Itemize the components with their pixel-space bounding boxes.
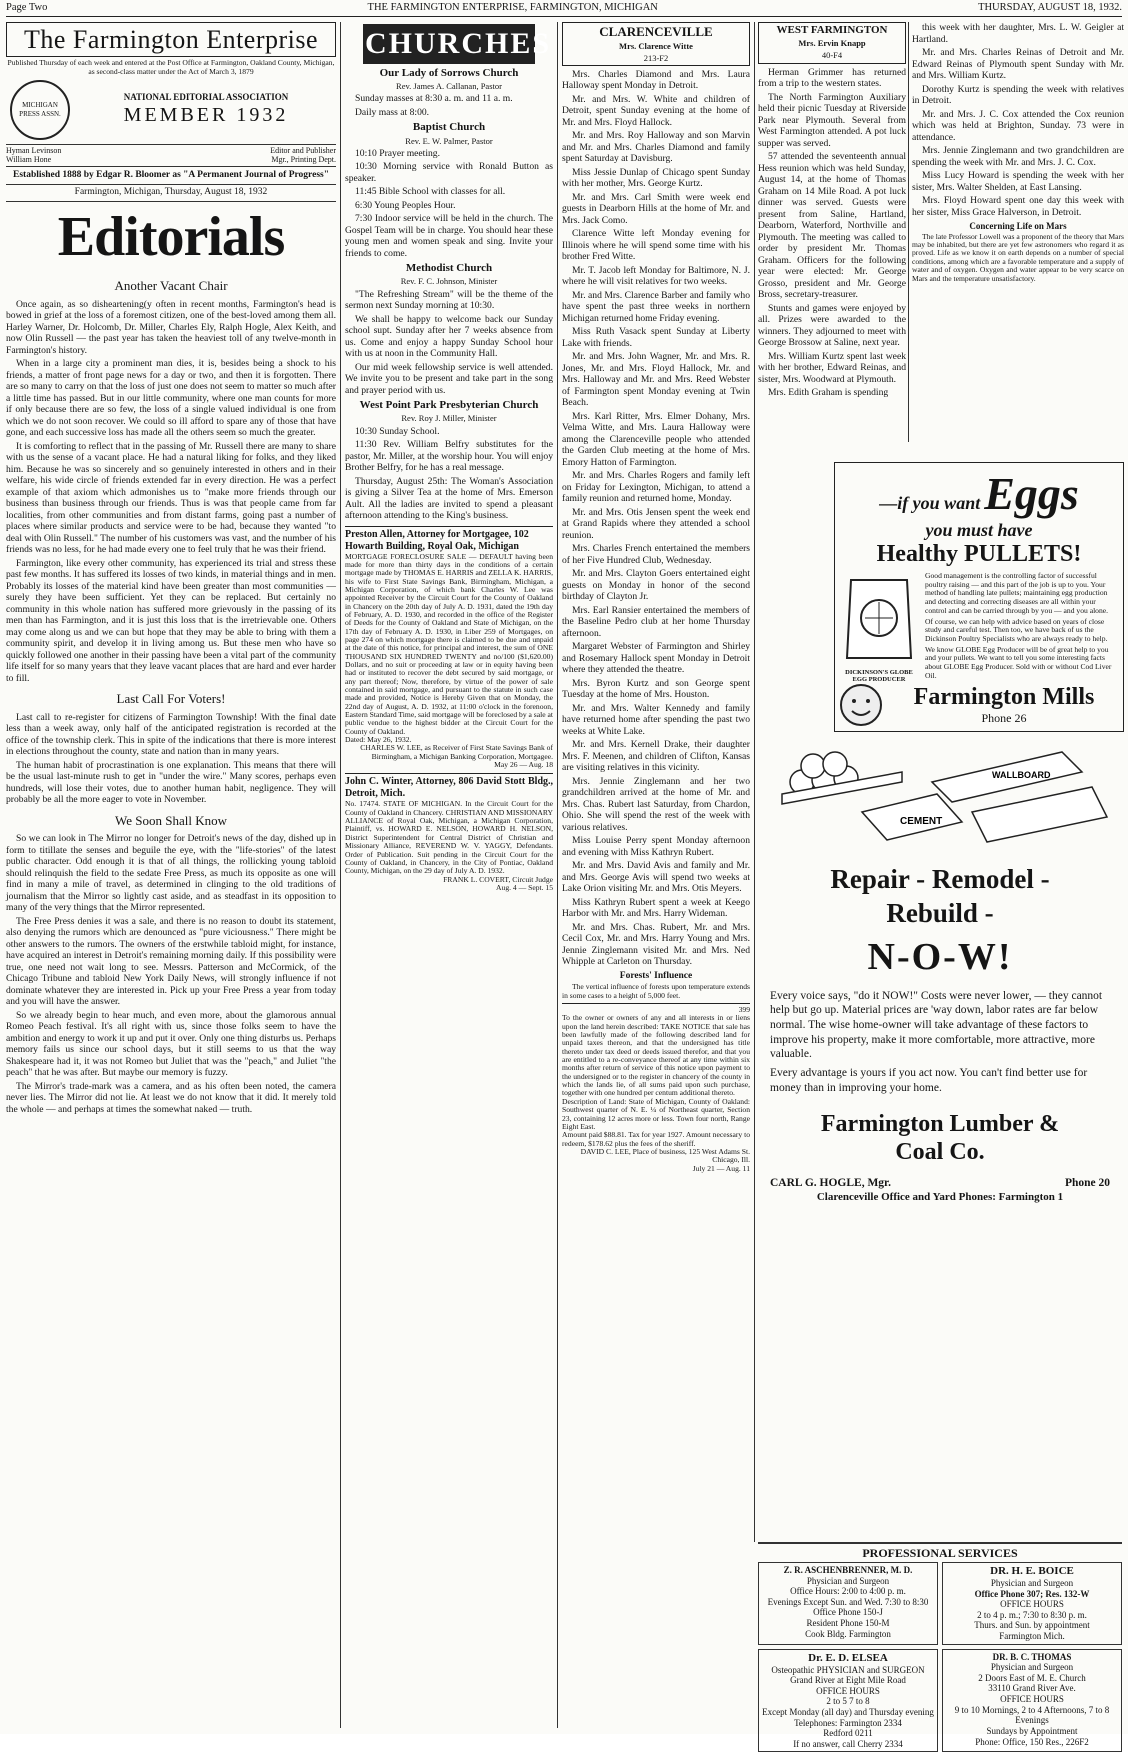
- manager-name: William Hone: [6, 155, 52, 165]
- divider: [345, 526, 553, 527]
- editorial-para: It is comforting to reflect that in the passing of Mr. Russell there are many to share with us the sense of a vacant place. He had a natural liking for folks, and they liked him. Because he was so sincerely and so genuinely interested in others and in their welfare, his wide circle of friends extended far in every direction. He was a perfect example of that axiom which admonishes us to "make more friends through our business than business through our friends. Thus is was that people came from far localities, from other communities and from distant farms, going past a number of places where similar products and service were to be had, because they wanted "to deal with Olin Russell." The number of his customers was vast, and the number of his friends was no less, for he had made every one to feel truly that he was their friend.: [6, 440, 336, 556]
- churches-column: [345, 22, 553, 1728]
- lumber-phone: Phone 20: [1064, 1177, 1110, 1190]
- building-materials-illustration: [762, 742, 1118, 852]
- doctor-name: Dr. E. D. ELSEA: [808, 1651, 888, 1664]
- card-line: Cook Bldg. Farmington: [805, 1628, 891, 1639]
- lumber-advertisement: [762, 742, 1118, 1522]
- tax-notice-signed: DAVID C. LEE, Place of business, 125 West Adams St. Chicago, Ill.: [580, 1146, 750, 1165]
- editorial-para: When in a large city a prominent man dies, it is, besides being a shock to his friends, a matter of front page news for a day or two, and then it is forgotten. There are so many to carry on that the loss of just one does not seem to matter so much after a little time has passed. But in our little community, where one man counts for more if only because there are so few, the loss of a single valued individual is one from which we do not soon recover. We could so ill afford to spare any of those that have gone, and each successive loss has made all the others seem so much the greater.: [6, 358, 336, 439]
- news-item: Mrs. Charles French entertained the members of her Five Hundred Club, Wednesday.: [562, 543, 750, 566]
- news-item: Miss Jessie Dunlap of Chicago spent Sunday with her mother, Mrs. George Kurtz.: [562, 166, 750, 190]
- clarenceville-phone: 213-F2: [643, 52, 669, 63]
- card-line: Redford 0211: [823, 1728, 873, 1739]
- mars-head: Concerning Life on Mars: [969, 221, 1067, 231]
- news-item: Mrs. Byron Kurtz and son George spent Tuesday at the home of Mrs. Houston.: [562, 677, 750, 701]
- card-line: Phone: Office, 150 Res., 226F2: [975, 1736, 1089, 1747]
- forests-text: The vertical influence of forests upon temperature extends in some cases to a height of 5,000 feet.: [562, 982, 750, 1000]
- news-item: Mr. and Mrs. Otis Jensen spent the week end at Grand Rapids where they attended a school reunion.: [562, 506, 750, 541]
- editorial-para: So we already begin to hear much, and even more, about the glamorous annual Romeo Peach festival. It's all right with us, since those folks seem to have the ambition and energy to work it up and put it over. Only one thing disturbs us. Perhaps memory fails us since our school days, but it still seems to us that the way Shakespeare had it, it was not Romeo but Juliet that was the "peach," and Juliet "the peach" that he was after. But maybe our memory is fuzzy.: [6, 1009, 336, 1079]
- news-item: Miss Kathryn Rubert spent a week at Keego Harbor with Mr. and Mrs. Harry Wideman.: [562, 896, 750, 920]
- church-pastor: Rev. F. C. Johnson, Minister: [400, 276, 498, 287]
- editorial-column: [6, 22, 336, 1728]
- divider: [562, 1003, 750, 1004]
- editorial-para: The Mirror's trade-mark was a camera, and as his often been noted, the camera never lies. The Mirror did not lie. At least we do not know that it did. It merely told the whole — and perhaps at times the somewhat naked — truth.: [6, 1080, 336, 1115]
- west-farmington-header: [758, 22, 906, 64]
- card-line: 33110 Grand River Ave.: [988, 1683, 1076, 1694]
- man-portrait-icon: [839, 683, 883, 727]
- eggs-ad-line1: —if you want: [879, 493, 981, 513]
- news-item: Mrs. Edith Graham is spending: [768, 387, 889, 399]
- church-pastor: Rev. E. W. Palmer, Pastor: [405, 135, 493, 146]
- card-line: Except Monday (all day) and Thursday evening: [762, 1707, 934, 1718]
- eggs-ad-body2: Of course, we can help with advice based on years of close study and careful test. Then too, we have back of us the Dickinson Poultry Specialists who are always ready to help.: [925, 616, 1108, 644]
- news-item: Herman Grimmer has returned from a trip to the western states.: [758, 66, 906, 90]
- card-line: Thurs. and Sun. by appointment: [974, 1620, 1090, 1631]
- wallboard-label: WALLBOARD: [992, 770, 1051, 780]
- editorial-head-1: Another Vacant Chair: [114, 278, 228, 294]
- card-line: Office Phone 150-J: [813, 1607, 883, 1618]
- news-item: The North Farmington Auxiliary held their picnic Tuesday at Riverside Park near Plymouth. Several from West Farmington attended. A pot luck supper was served.: [758, 91, 906, 149]
- news-item: Miss Ruth Vasack spent Sunday at Liberty Lake with friends.: [562, 326, 750, 349]
- mars-text: The late Professor Lowell was a proponent of the theory that Mars may be inhabited, but there are yet few astronomers who regard it as proved. Life as we know it on earth depends on a number of special conditions, among which are a favorable temperature and a supply of water and of oxygen. Oxygen and water appear to be very scarce on Mars and the temperature unsatisfactory.: [912, 231, 1124, 283]
- column-rule: [340, 22, 341, 1728]
- member-year: MEMBER 1932: [123, 104, 289, 127]
- tax-notice-amount: Amount paid $88.81. Tax for year 1927. Amount necessary to redeem, $178.62 plus the fees of the sheriff.: [562, 1130, 750, 1148]
- church-line: 11:45 Bible School with classes for all.: [355, 186, 506, 198]
- legal-notice-footer: Aug. 4 — Sept. 15: [496, 882, 553, 892]
- legal-notice-signed: CHARLES W. LEE, as Receiver of First State Savings Bank of Birmingham, a Michigan Banking Corporation, Mortgagee.: [360, 743, 553, 761]
- news-item: this week with her daughter, Mrs. L. W. Geigler at Hartland.: [912, 22, 1124, 45]
- column-rule: [754, 22, 755, 1542]
- legal-notice-head: Preston Allen, Attorney for Mortgagee, 102 Howarth Building, Royal Oak, Michigan: [345, 528, 529, 552]
- doctor-name: Z. R. ASCHENBRENNER, M. D.: [783, 1565, 913, 1575]
- michigan-press-seal-icon: MICHIGAN PRESS ASSN.: [10, 80, 70, 140]
- professional-services-title: PROFESSIONAL SERVICES: [862, 1546, 1018, 1560]
- news-item: 57 attended the seventeenth annual Hess reunion which was held Sunday, August 14, at the home of Thomas Graham on 14 Mile Road. A pot luck dinner was served. Guests were present from Saline, Hartland, Dearborn, Waterford, Northville and Plymouth. The meeting was called to order by president Mr. Thomas Graham. Officers for the following year were elected: Mr. George Grosso, president and Mr. George Bross, secretary-treasurer.: [758, 151, 906, 301]
- professional-services-grid: [758, 1562, 1122, 1749]
- legal-notice-text: MORTGAGE FORECLOSURE SALE — DEFAULT having been made for more than thirty days in the conditions of a certain mortgage made by THOMAS E. HARRIS and ZELLA K. HARRIS, his wife to First State Savings Bank, Birmingham, Michigan, a Michigan Corporation, of which bank Charles W. Lee was appointed Receiver by the Circuit Court for the County of Oakland in Chancery on the 20th day of July A. D. 1931, dated the 19th day of February, A. D. 1930, and recorded in the office of the Register of Deeds for the County of Oakland and State of Michigan, on the 17th day of February A. D. 1930, in Liber 259 of Mortgages, on page 274 on which mortgage there is claimed to be due and unpaid at the date of this notice, for principal and interest, the sum of ONE THOUSAND SIX HUNDRED TWENTY and no/100 ($1,620.00) Dollars, and no suit or proceeding at law or in equity having been had or instituted to recover the debt secured by said mortgage, or any part thereof; Now, therefore, by virtue of the power of sale contained in said mortgage, and pursuant to the statute in such case made and provided, Notice is Hereby Given that on Monday, the 22nd day of August, A. D. 1932, at 11:00 o'clock in the forenoon, Eastern Standard Time, said mortgage will be foreclosed by a sale at public vendue to the highest bidder at the Circuit Court for the County of Oakland.: [345, 551, 553, 736]
- church-pastor: Rev. Roy J. Miller, Minister: [401, 413, 497, 424]
- editorial-para: The human habit of procrastination is one explanation. This means that there will be the usual last-minute rush to get in "under the wire." Many scores, perhaps even hundreds, will lose their votes, due to another human habit, negligence. They will probably be all the more eager to vote in November.: [6, 759, 336, 806]
- column-rule: [557, 22, 558, 1728]
- clarenceville-byline: Mrs. Clarence Witte: [619, 40, 693, 51]
- legal-notice-text: No. 17474. STATE OF MICHIGAN. In the Circuit Court for the County of Oakland in Chancery. CHRISTIAN AND MISSIONARY ALLIANCE of Royal Oak, Michigan, a Michigan Corporation, Plaintiff, vs. HOWARD E. NELSON, HOWARD H. NELSON, District Superintendent for Central District of Christian and Missionary Alliance, REVEREND W. V. YAGGY, Defendants. Order of Publication. Suit pending in the Circuit Court for the County of Oakland, in Chancery, in the City of Pontiac, Oakland County, Michigan, on the 29 day of July A. D. 1932.: [345, 799, 553, 876]
- eggs-advertisement: [834, 462, 1124, 732]
- lumber-now: N-O-W!: [867, 935, 1013, 978]
- news-item: Mr. and Mrs. John Wagner, Mr. and Mrs. R. Jones, Mr. and Mrs. Floyd Hallock, Mr. and Mrs. Halloway and Mr. and Mrs. Reed Webster of Farmington spent Monday evening at Twin Beach.: [562, 351, 750, 409]
- eggs-ad-eggs: Eggs: [984, 468, 1079, 519]
- news-item: Mrs. Jennie Zinglemann and two grandchildren are spending the week with Mr. and Mrs. J. C. Cox.: [912, 145, 1124, 168]
- clarenceville-header: [562, 22, 750, 66]
- news-item: Mrs. Karl Ritter, Mrs. Elmer Dohany, Mrs. Velma Witte, and Mrs. Laura Halloway were among the Clarenceville people who attended the Garden Club meeting at the home of Mrs. Emory Hatton of Farmington.: [562, 410, 750, 468]
- editorial-para: Once again, as so disheartening(y often in recent months, Farmington's head is bowed in grief at the loss of a foremost citizen, one of the best-loved among them all. Harley Warner, Dr. Holcomb, Dr. Miller, Charles Ely, Ralph Hogle, Alex Keith, and now Olin Russell — the past year has taken the heaviest toll of any twelve-month in Farmington's history.: [6, 298, 336, 356]
- church-line: 7:30 Indoor service will be held in the church. The Gospel Team will be in charge. You should hear these young men and women speak and sing. Invite your friends to come.: [345, 213, 553, 259]
- news-item: Miss Lucy Howard is spending the week with her sister, Mrs. Walter Shelden, at East Lansing.: [912, 170, 1124, 193]
- doctor-title: Physician and Surgeon: [990, 1662, 1074, 1673]
- doctor-title: Physician and Surgeon: [806, 1575, 890, 1586]
- legal-notice-dated: Dated: May 26, 1932.: [345, 735, 412, 745]
- card-line: Telephones: Farmington 2334: [794, 1717, 902, 1728]
- editor-role: Editor and Publisher: [270, 145, 336, 155]
- page-number: Page Two: [6, 2, 48, 13]
- doctor-title: Physician and Surgeon: [990, 1577, 1074, 1588]
- clarenceville-news: [562, 69, 750, 968]
- news-item: Mr. and Mrs. Walter Kennedy and family have returned home after spending the past two weeks at White Lake.: [562, 702, 750, 737]
- church-line: Thursday, August 25th: The Woman's Association is giving a Silver Tea at the home of Mrs. Emerson Ault. All the ladies are invited to spend a pleasant afternoon attending to the King's business.: [345, 475, 553, 521]
- card-line: 2 to 4 p. m.; 7:30 to 8:30 p. m.: [977, 1609, 1087, 1620]
- card-line: OFFICE HOURS: [1000, 1599, 1064, 1610]
- church-line: We shall be happy to welcome back our Sunday school supt. Sunday after her 7 weeks absence from us. Come and enjoy a happy Sunday School hour with us at noon in the Community Hall.: [345, 313, 553, 360]
- farmington-mills-name: Farmington Mills: [913, 684, 1095, 710]
- divider: [758, 1542, 1122, 1544]
- farmington-mills-phone: Phone 26: [981, 711, 1027, 725]
- established-line: Established 1888 by Edgar R. Bloomer as "A Permanent Journal of Progress": [13, 170, 329, 181]
- church-name: West Point Park Presbyterian Church: [359, 399, 539, 412]
- news-item: Mr. and Mrs. David Avis and family and Mr. and Mrs. George Avis will spend two weeks at Lake Orion visiting Mr. and Mrs. Otis Meyers.: [562, 860, 750, 895]
- lumber-manager: CARL G. HOGLE, Mgr.: [770, 1177, 891, 1190]
- news-item: Clarence Witte left Monday evening for Illinois where he will spend some time with his brother Fred Witte.: [562, 228, 750, 263]
- eggs-ad-line2: you must have: [925, 520, 1033, 540]
- professional-card: [942, 1562, 1122, 1645]
- church-name: Our Lady of Sorrows Church: [379, 67, 519, 79]
- masthead-box: [6, 22, 336, 57]
- lumber-headline: Repair - Remodel - Rebuild -: [830, 864, 1050, 928]
- masthead-title: The Farmington Enterprise: [23, 25, 319, 54]
- eggs-ad-body: Good management is the controlling factor of successful poultry raising — and this part of the job is up to you. Your method of handling late pullets; maintaining egg production and detecting and correcting diseases are all within your control and can be carried through by you — and you alone.: [925, 571, 1109, 615]
- forests-head: Forests' Influence: [619, 970, 693, 981]
- church-line: 6:30 Young Peoples Hour.: [355, 199, 456, 211]
- news-item: Margaret Webster of Farmington and Shirley and Rosemary Hallock spent Monday in Detroit where they attended the theatre.: [562, 641, 750, 676]
- clarenceville-title: CLARENCEVILLE: [599, 24, 713, 39]
- west-farmington-column: [758, 22, 906, 399]
- editor-name: Hyman Levinson: [6, 145, 62, 155]
- paper-name: THE FARMINGTON ENTERPRISE, FARMINGTON, MICHIGAN: [367, 2, 658, 13]
- issue-date: THURSDAY, AUGUST 18, 1932.: [978, 2, 1122, 13]
- professional-card: [758, 1562, 938, 1645]
- editorial-head-2: Last Call For Voters!: [116, 691, 226, 707]
- card-line: OFFICE HOURS: [816, 1685, 880, 1696]
- news-item: Mr. and Mrs. Carl Smith were week end guests in Dearborn Hills at the home of Mr. and Mrs. Jack Como.: [562, 191, 750, 226]
- tax-notice-text: To the owner or owners of any and all interests in or liens upon the land herein described: TAKE NOTICE that sale has been lawfully made of the following described land for unpaid taxes thereon, and that the undersigned has title thereto under tax deed or deeds issued therefor, and that you are entitled to a re-conveyance thereof at any time within six months after return of service of this notice upon payment to the undersigned or to the register in chancery of the county in which the lands lie, of all sums paid upon such purchase, together with one hundred per centum additional thereto.: [562, 1013, 750, 1098]
- news-item: Mr. and Mrs. Roy Halloway and son Marvin and Mr. and Mrs. Charles Diamond and family spent Saturday at Davisburg.: [562, 130, 750, 165]
- association-name: NATIONAL EDITORIAL ASSOCIATION: [123, 92, 289, 103]
- lumber-body2: Every advantage is yours if you act now. You can't find better use for money than in improving your home.: [770, 1067, 1088, 1094]
- editorial-para: The Free Press denies it was a sale, and there is no reason to doubt its statement, also denying the rumors which are denounced as "pure viciousness." There might be other answers to the rumors. The owners of the erstwhile tabloid might, for instance, have acquired an interest in Detroit's remaining morning daily. If this possibility were true, one need not wait long to see. Messrs. Patterson and McCormick, of the Chicago Tribune and tabloid New York Daily News, will strongly influence if not dominate whatever they are interested in. Pick up your Free Press a year from today and you will have the answer.: [6, 915, 336, 1008]
- churches-banner: CHURCHES: [363, 24, 535, 64]
- column-rule: [908, 22, 909, 442]
- legal-notice-footer: May 26 — Aug. 18: [494, 760, 553, 770]
- eggs-ad-line3: Healthy PULLETS!: [876, 541, 1082, 567]
- card-line: Farmington Mich.: [999, 1631, 1065, 1642]
- editorial-para: Farmington, like every other community, has experienced its trial and stress these past few months. It has suffered its losses of two kinds, in material things and in men. Probably its losses of the material kind have been greater than most communities — surely they have been sufficient. Yet they can be replaced. But certainly no community in this whole nation has suffered more grievously in the passing of its men than has Farmington, and it is just this loss that is the irretrievable one. Others may come along us and we can but hope that they may be able to bring with them a community spirit, and develop it in living among us. But these men who have so quickly followed one another in their passing have been a vital part of the community life itself for so many years that they leave vacant places that are hard and ever harder to fill.: [6, 557, 336, 684]
- tax-notice-desc: Description of Land: State of Michigan, County of Oakland: Southwest quarter of N. E. ¼ of Northeast quarter, Section 23, containing 12 acres more or less. Town four north, Range Eight East.: [562, 1096, 750, 1131]
- feed-sack-label: DICKINSON'S GLOBE EGG PRODUCER: [845, 669, 913, 683]
- news-item: Mr. and Mrs. Kernell Drake, their daughter Mrs. F. Meenen, and children of Clifton, Kansas are visiting relatives in this vicinity.: [562, 739, 750, 774]
- staff-box: [6, 144, 336, 167]
- association-badge: [10, 80, 332, 140]
- card-line: Office Hours: 2:00 to 4:00 p. m.: [790, 1586, 906, 1597]
- west-farmington-phone: 40-F4: [821, 50, 843, 61]
- church-line: "The Refreshing Stream" will be the theme of the sermon next Sunday morning at 10:30.: [345, 288, 553, 312]
- news-item: Stunts and games were enjoyed by all. Prizes were awarded to the winners. They adjourned to meet with George Brossow at Saline, next year.: [758, 302, 906, 349]
- west-farmington-news: [758, 67, 906, 399]
- card-line: OFFICE HOURS: [1000, 1694, 1064, 1705]
- clarenceville-column: [562, 22, 750, 1728]
- news-item: Mr. and Mrs. Clayton Goers entertained eight guests on Monday in honor of the second birthday of Clayton Jr.: [562, 568, 750, 603]
- church-line: Sunday masses at 8:30 a. m. and 11 a. m.: [355, 93, 513, 105]
- card-line: 2 to 5 7 to 8: [826, 1696, 870, 1707]
- news-item: Mrs. Jennie Zinglemann and her two grandchildren arrived at the home of Mr. and Mrs. Chas. Rubert last Saturday, from Chardon, Ohio. She will spend the rest of the week with various relatives.: [562, 775, 750, 833]
- news-item: Mr. and Mrs. J. C. Cox attended the Cox reunion which was held at Brighton, Sunday. 73 were in attendance.: [912, 108, 1124, 143]
- west-farmington-title: WEST FARMINGTON: [776, 24, 888, 36]
- church-line: 11:30 Rev. William Belfry substitutes for the pastor, Mr. Miller, at the worship hour. You will enjoy Brother Belfry, for he has a real message.: [345, 439, 553, 473]
- church-pastor: Rev. James A. Callanan, Pastor: [396, 81, 502, 92]
- lumber-company: Farmington Lumber & Coal Co.: [820, 1110, 1060, 1166]
- legal-number: 399: [738, 1005, 750, 1015]
- card-line: Office Phone 307; Res. 132-W: [974, 1588, 1090, 1599]
- news-item: Mr. and Mrs. Chas. Rubert, Mr. and Mrs. Cecil Cox, Mr. and Mrs. Harry Young and Mrs. Jennie Zinglemann visited Mr. and Mrs. Ned Whipple at Carleton on Thursday.: [562, 921, 750, 968]
- manager-role: Mgr., Printing Dept.: [271, 155, 336, 165]
- lumber-body: Every voice says, "do it NOW!" Costs were never lower, — they cannot help but go up. Material prices are 'way down, labor rates are far below normal. The wise home-owner will take advantage of these factors to improve his property, make it more comfortable, more attractive, more valuable.: [770, 989, 1103, 1061]
- legal-notice-signed: FRANK L. COVERT, Circuit Judge: [443, 874, 553, 884]
- page-header: [6, 2, 1122, 17]
- far-right-news: [912, 22, 1124, 218]
- card-line: Evenings Except Sun. and Wed. 7:30 to 8:30: [767, 1596, 929, 1607]
- news-item: Mrs. Charles Diamond and Mrs. Laura Halloway spent Monday in Detroit.: [562, 68, 750, 92]
- church-name: Baptist Church: [412, 121, 486, 134]
- lumber-office: Clarenceville Office and Yard Phones: Farmington 1: [816, 1191, 1064, 1204]
- legal-notice-head: John C. Winter, Attorney, 806 David Stott Bldg., Detroit, Mich.: [345, 776, 553, 800]
- eggs-ad-body3: We know GLOBE Egg Producer will be of great help to you and your pullets. We want to tell you some interesting facts about GLOBE Egg Producer. Sold with or without Cod Liver Oil.: [925, 644, 1112, 680]
- editorial-para: Last call to re-register for citizens of Farmington Township! With the final date less than a week away, only half of the anticipated registration is recorded at the office of the township clerk. This in spite of the indications that there is more interest in elections throughout the county, state and nation than in many years.: [6, 711, 336, 758]
- card-line: If no answer, call Cherry 2334: [793, 1738, 903, 1749]
- editorials-banner: Editorials: [57, 205, 285, 268]
- far-right-column: [912, 22, 1124, 442]
- tax-notice-footer: July 21 — Aug. 11: [692, 1163, 750, 1173]
- news-item: Mr. and Mrs. Clarence Barber and family who have spent the past three weeks in northern Michigan returned home Friday evening.: [562, 289, 750, 324]
- cement-label: CEMENT: [900, 816, 943, 827]
- church-name: Methodist Church: [405, 262, 493, 275]
- card-line: 2 Doors East of M. E. Church: [978, 1672, 1086, 1683]
- church-line: 10:30 Morning service with Ronald Button as speaker.: [345, 161, 553, 184]
- card-line: 9 to 10 Mornings, 2 to 4 Afternoons, 7 to 8 Evenings: [954, 1704, 1110, 1726]
- church-line: 10:10 Prayer meeting.: [355, 147, 440, 159]
- doctor-title: Osteopathic PHYSICIAN and SURGEON: [771, 1664, 925, 1675]
- news-item: Mrs. William Kurtz spent last week with her brother, Edward Reinas, and sister, Mrs. Woodward at Plymouth.: [758, 350, 906, 385]
- church-line: Daily mass at 8:00.: [355, 106, 430, 118]
- news-item: Mr. and Mrs. W. White and children of Detroit, spent Sunday evening at the home of Mr. and Mrs. Floyd Hallock.: [562, 93, 750, 128]
- card-line: Resident Phone 150-M: [806, 1618, 890, 1629]
- editorial-head-3: We Soon Shall Know: [115, 812, 227, 828]
- editorial-para: So we can look in The Mirror no longer for Detroit's news of the day, dished up in form to titillate the senses and beguile the eye, with the "life-stories" of the latest public character. Odd enough it is that of all things, the rollicking young tabloid should relinquish the field to the sedate Free Press, as much its opposite as one will find in many a mile of travel, as determined in clinging to the old traditions of journalism that the Mirror so lightly cast aside, and as steadfast in its opposition to many of the very things that the Mirror represented.: [6, 833, 336, 914]
- doctor-name: DR. H. E. BOICE: [990, 1565, 1074, 1577]
- news-item: Dorothy Kurtz is spending the week with relatives in Detroit.: [912, 83, 1124, 106]
- card-line: Sundays by Appointment: [986, 1725, 1078, 1736]
- news-item: Mr. and Mrs. Charles Rogers and family left on Friday for Lexington, Michigan, to attend a family reunion and returned home, Monday.: [562, 470, 750, 505]
- news-item: Mrs. Earl Ransier entertained the members of the Baseline Pedro club at her home Thursday afternoon.: [562, 604, 750, 639]
- dateline: Farmington, Michigan, Thursday, August 18, 1932: [6, 184, 336, 201]
- doctor-name: DR. B. C. THOMAS: [992, 1651, 1072, 1662]
- divider: [345, 773, 553, 774]
- feed-sack-icon: [841, 572, 917, 664]
- news-item: Mr. T. Jacob left Monday for Baltimore, N. J. where he will visit relatives for two weeks.: [562, 264, 750, 288]
- west-farmington-byline: Mrs. Ervin Knapp: [798, 38, 866, 49]
- professional-card: [758, 1649, 938, 1752]
- news-item: Mrs. Floyd Howard spent one day this week with her sister, Miss Grace Halverson, in Detroit.: [912, 195, 1124, 218]
- card-line: Grand River at Eight Mile Road: [790, 1675, 906, 1686]
- news-item: Miss Louise Perry spent Monday afternoon and evening with Miss Kathryn Rubert.: [562, 835, 750, 858]
- news-item: Mr. and Mrs. Charles Reinas of Detroit and Mr. Edward Reinas of Plymouth spent Sunday with Mr. and Mrs. William Kurtz.: [912, 47, 1124, 81]
- publication-notice: Published Thursday of each week and entered at the Post Office at Farmington, Oakland County, Michigan, as second-class matter under the Act of March 3, 1879: [7, 58, 335, 76]
- church-line: 10:30 Sunday School.: [355, 425, 440, 437]
- professional-card: [942, 1649, 1122, 1752]
- church-line: Our mid week fellowship service is well attended. We invite you to be present and take part in the song and prayer period with us.: [345, 361, 553, 396]
